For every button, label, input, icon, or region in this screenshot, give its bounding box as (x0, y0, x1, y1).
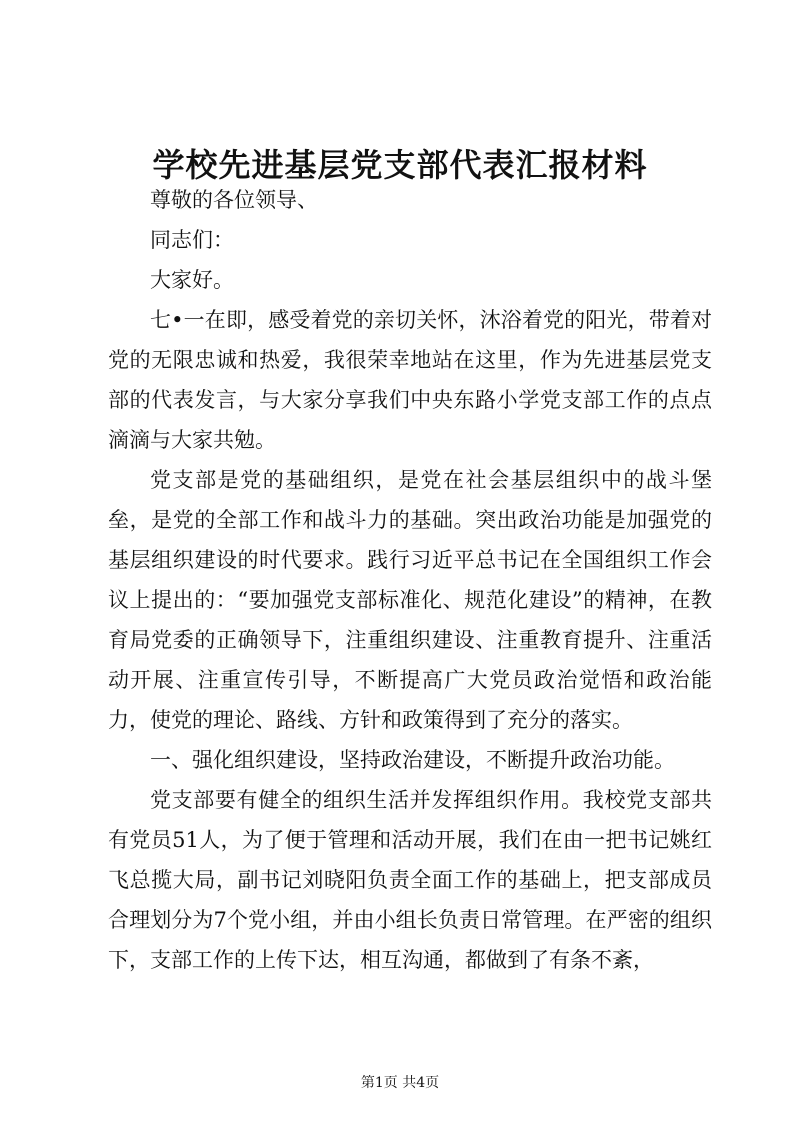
document-title: 学校先进基层党支部代表汇报材料 (152, 146, 648, 184)
document-body (108, 180, 712, 980)
body-paragraph: 党支部要有健全的组织生活并发挥组织作用。我校党支部共有党员51人，为了便于管理和活动开展，我们在由一把书记姚红飞总揽大局，副书记刘晓阳负责全面工作的基础上，把支部成员合理划分为7个党小组，并由小组长负责日常管理。在严密的组织下，支部工作的上传下达，相互沟通，都做到了有条不紊， (108, 788, 712, 972)
body-paragraph: 党支部是党的基础组织，是党在社会基层组织中的战斗堡垒，是党的全部工作和战斗力的基础。突出政治功能是加强党的基层组织建设的时代要求。践行习近平总书记在全国组织工作会议上提出的：“要加强党支部标准化、规范化建设”的精神，在教育局党委的正确领导下，注重组织建设、注重教育提升、注重活动开展、注重宣传引导，不断提高广大党员政治觉悟和政治能力，使党的理论、路线、方针和政策得到了充分的落实。 (108, 468, 712, 732)
page-footer: 第1页 共4页 (360, 1075, 440, 1091)
section-heading: 一、强化组织建设，坚持政治建设，不断提升政治功能。 (150, 748, 675, 772)
greeting-line: 大家好。 (150, 268, 234, 292)
salutation-line-2: 同志们： (150, 228, 234, 252)
salutation-line-1: 尊敬的各位领导、 (150, 188, 318, 212)
body-paragraph: 七•一在即，感受着党的亲切关怀，沐浴着党的阳光，带着对党的无限忠诚和热爱，我很荣幸地站在这里，作为先进基层党支部的代表发言，与大家分享我们中央东路小学党支部工作的点点滴滴与大家共勉。 (108, 308, 712, 452)
